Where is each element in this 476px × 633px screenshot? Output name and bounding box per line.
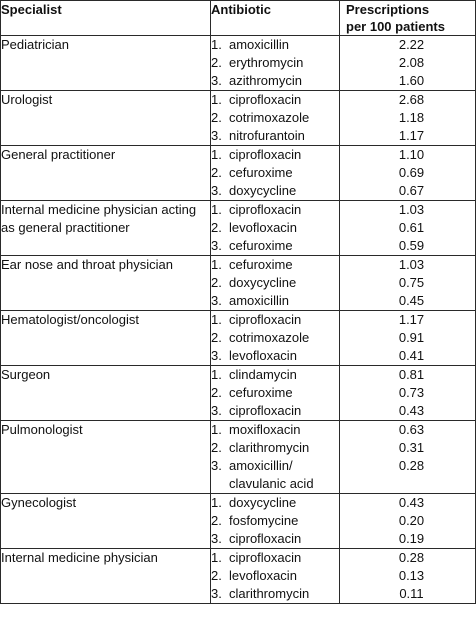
- antibiotic-name: cefuroxime: [229, 257, 293, 272]
- prescription-value: 0.11: [399, 586, 424, 601]
- rank-number: 1.: [211, 147, 222, 162]
- prescription-value: 1.18: [398, 110, 425, 125]
- prescription-value: 0.13: [398, 568, 425, 583]
- antibiotic-item: [211, 549, 339, 567]
- rank-number: 2.: [211, 440, 222, 455]
- rank-number: 3.: [211, 586, 222, 601]
- antibiotic-cell: [211, 494, 340, 549]
- antibiotic-name: cotrimoxazole: [229, 330, 310, 345]
- antibiotic-name: ciprofloxacin: [229, 550, 302, 565]
- table-row: [1, 421, 476, 494]
- table-body: [1, 36, 476, 604]
- prescription-value: 0.45: [398, 293, 425, 308]
- antibiotic-item: [211, 384, 339, 402]
- table-row: [1, 36, 476, 91]
- antibiotic-name: doxycycline: [229, 183, 297, 198]
- antibiotic-item: [211, 494, 339, 512]
- prescriptions-cell: [340, 366, 476, 421]
- prescription-value: 0.41: [398, 348, 425, 363]
- antibiotic-name: clindamycin: [229, 367, 297, 382]
- table-row: [1, 201, 476, 256]
- prescription-value: 0.61: [398, 220, 425, 235]
- specialist-cell: Pediatrician: [1, 36, 211, 91]
- rank-number: 2.: [211, 165, 222, 180]
- prescription-value: 0.69: [398, 165, 425, 180]
- rank-number: 1.: [211, 550, 222, 565]
- rank-number: 3.: [211, 348, 222, 363]
- rank-number: 1.: [211, 257, 222, 272]
- rank-number: 1.: [211, 495, 222, 510]
- prescriptions-cell: [340, 549, 476, 604]
- prescription-value: 1.03: [398, 257, 425, 272]
- specialist-cell: Urologist: [1, 91, 211, 146]
- rank-number: 3.: [211, 238, 222, 253]
- prescription-value: 0.20: [398, 513, 425, 528]
- antibiotic-name: fosfomycine: [229, 513, 299, 528]
- prescriptions-cell: [340, 201, 476, 256]
- antibiotic-name: cotrimoxazole: [229, 110, 310, 125]
- rank-number: 1.: [211, 367, 222, 382]
- rank-number: 2.: [211, 513, 222, 528]
- antibiotic-name: erythromycin: [229, 55, 304, 70]
- rank-number: 3.: [211, 183, 222, 198]
- table-row: [1, 146, 476, 201]
- prescriptions-cell: [340, 36, 476, 91]
- antibiotic-cell: [211, 201, 340, 256]
- antibiotic-item: [211, 329, 339, 347]
- antibiotic-name: ciprofloxacin: [229, 531, 302, 546]
- prescription-value: 0.63: [398, 422, 425, 437]
- prescription-value: 2.08: [398, 55, 425, 70]
- antibiotic-name: doxycycline: [229, 275, 297, 290]
- antibiotic-cell: [211, 91, 340, 146]
- antibiotic-item: [211, 164, 339, 182]
- rank-number: 1.: [211, 37, 222, 52]
- rank-number: 3.: [211, 293, 222, 308]
- prescription-value: 1.60: [398, 73, 425, 88]
- rank-number: 2.: [211, 220, 222, 235]
- prescription-value: 0.67: [398, 183, 425, 198]
- prescription-value: 0.91: [398, 330, 425, 345]
- antibiotic-name: levofloxacin: [229, 568, 297, 583]
- antibiotic-name: ciprofloxacin: [229, 147, 302, 162]
- specialist-cell: General practitioner: [1, 146, 211, 201]
- prescription-value: 0.28: [398, 458, 425, 473]
- antibiotic-name: cefuroxime: [229, 385, 293, 400]
- prescription-value: 2.22: [398, 37, 425, 52]
- antibiotic-item: [211, 146, 339, 164]
- header-row: [1, 1, 476, 36]
- header-specialist: Specialist: [1, 1, 211, 36]
- header-prescriptions-line1: Prescriptions: [346, 2, 430, 17]
- antibiotic-item: [211, 366, 339, 384]
- antibiotic-item: [211, 256, 339, 274]
- prescription-value: 0.75: [398, 275, 425, 290]
- rank-number: 2.: [211, 568, 222, 583]
- header-prescriptions: [340, 1, 476, 36]
- specialist-cell: Gynecologist: [1, 494, 211, 549]
- antibiotic-item: [211, 512, 339, 530]
- rank-number: 2.: [211, 55, 222, 70]
- header-prescriptions-line2: per 100 patients: [346, 19, 445, 34]
- rank-number: 3.: [211, 458, 222, 473]
- antibiotic-item: [211, 530, 339, 548]
- specialist-cell: Ear nose and throat physician: [1, 256, 211, 311]
- rank-number: 1.: [211, 312, 222, 327]
- antibiotic-cell: [211, 366, 340, 421]
- prescriptions-cell: [340, 421, 476, 494]
- prescription-value: 1.17: [398, 128, 425, 143]
- antibiotic-item: [211, 91, 339, 109]
- antibiotic-item: [211, 219, 339, 237]
- antibiotic-item: [211, 237, 339, 255]
- prescription-value: 0.31: [398, 440, 425, 455]
- prescription-value: 1.17: [398, 312, 425, 327]
- prescriptions-cell: [340, 256, 476, 311]
- antibiotic-name: ciprofloxacin: [229, 202, 302, 217]
- prescription-value: 0.28: [398, 550, 425, 565]
- antibiotic-cell: [211, 311, 340, 366]
- antibiotic-item: [211, 439, 339, 457]
- antibiotic-name: amoxicillin/ clavulanic acid: [229, 458, 314, 491]
- antibiotic-name: clarithromycin: [229, 586, 310, 601]
- antibiotic-name: ciprofloxacin: [229, 403, 302, 418]
- antibiotic-item: [211, 402, 339, 420]
- specialist-cell: Hematologist/oncologist: [1, 311, 211, 366]
- rank-number: 1.: [211, 92, 222, 107]
- antibiotic-item: [211, 127, 339, 145]
- antibiotic-name: clarithromycin: [229, 440, 310, 455]
- specialist-cell: Internal medicine physician: [1, 549, 211, 604]
- table-row: [1, 549, 476, 604]
- antibiotic-cell: [211, 36, 340, 91]
- prescription-value: 0.19: [398, 531, 425, 546]
- antibiotic-name: nitrofurantoin: [229, 128, 305, 143]
- table-row: [1, 366, 476, 421]
- antibiotic-cell: [211, 146, 340, 201]
- prescription-value: 0.43: [398, 403, 425, 418]
- rank-number: 1.: [211, 202, 222, 217]
- antibiotic-name: levofloxacin: [229, 220, 297, 235]
- antibiotic-name: ciprofloxacin: [229, 312, 302, 327]
- table-row: [1, 494, 476, 549]
- antibiotic-item: [211, 182, 339, 200]
- prescriptions-cell: [340, 494, 476, 549]
- header-antibiotic: Antibiotic: [211, 1, 340, 36]
- prescription-value: 1.10: [398, 147, 425, 162]
- rank-number: 3.: [211, 73, 222, 88]
- antibiotic-item: [211, 274, 339, 292]
- rank-number: 2.: [211, 275, 222, 290]
- rank-number: 1.: [211, 422, 222, 437]
- prescriptions-cell: [340, 146, 476, 201]
- rank-number: 3.: [211, 531, 222, 546]
- antibiotic-item: [211, 201, 339, 219]
- antibiotic-item: [211, 311, 339, 329]
- rank-number: 3.: [211, 403, 222, 418]
- antibiotic-name: moxifloxacin: [229, 422, 301, 437]
- table-row: [1, 311, 476, 366]
- prescription-value: 0.81: [398, 367, 425, 382]
- rank-number: 2.: [211, 385, 222, 400]
- rank-number: 2.: [211, 110, 222, 125]
- antibiotic-item: [211, 292, 339, 310]
- prescription-value: 1.03: [398, 202, 425, 217]
- rank-number: 2.: [211, 330, 222, 345]
- prescription-value: 2.68: [398, 92, 425, 107]
- table-row: [1, 91, 476, 146]
- antibiotic-name: cefuroxime: [229, 238, 293, 253]
- specialist-cell: Internal medicine physician acting as general practitioner: [1, 201, 211, 256]
- antibiotic-cell: [211, 256, 340, 311]
- specialist-cell: Surgeon: [1, 366, 211, 421]
- antibiotic-item: [211, 457, 339, 493]
- antibiotic-item: [211, 72, 339, 90]
- antibiotic-name: ciprofloxacin: [229, 92, 302, 107]
- antibiotic-item: [211, 109, 339, 127]
- prescription-value: 0.73: [398, 385, 425, 400]
- antibiotic-item: [211, 585, 339, 603]
- prescriptions-cell: [340, 311, 476, 366]
- antibiotic-cell: [211, 421, 340, 494]
- antibiotic-name: cefuroxime: [229, 165, 293, 180]
- antibiotic-item: [211, 421, 339, 439]
- antibiotic-name: levofloxacin: [229, 348, 297, 363]
- antibiotic-name: doxycycline: [229, 495, 297, 510]
- antibiotic-name: amoxicillin: [229, 37, 289, 52]
- antibiotic-item: [211, 54, 339, 72]
- antibiotic-item: [211, 347, 339, 365]
- prescriptions-cell: [340, 91, 476, 146]
- antibiotic-name: amoxicillin: [229, 293, 289, 308]
- antibiotic-item: [211, 36, 339, 54]
- antibiotic-item: [211, 567, 339, 585]
- specialist-cell: Pulmonologist: [1, 421, 211, 494]
- antibiotic-name: azithromycin: [229, 73, 302, 88]
- table-row: [1, 256, 476, 311]
- antibiotic-cell: [211, 549, 340, 604]
- rank-number: 3.: [211, 128, 222, 143]
- prescription-value: 0.43: [398, 495, 425, 510]
- prescription-value: 0.59: [398, 238, 425, 253]
